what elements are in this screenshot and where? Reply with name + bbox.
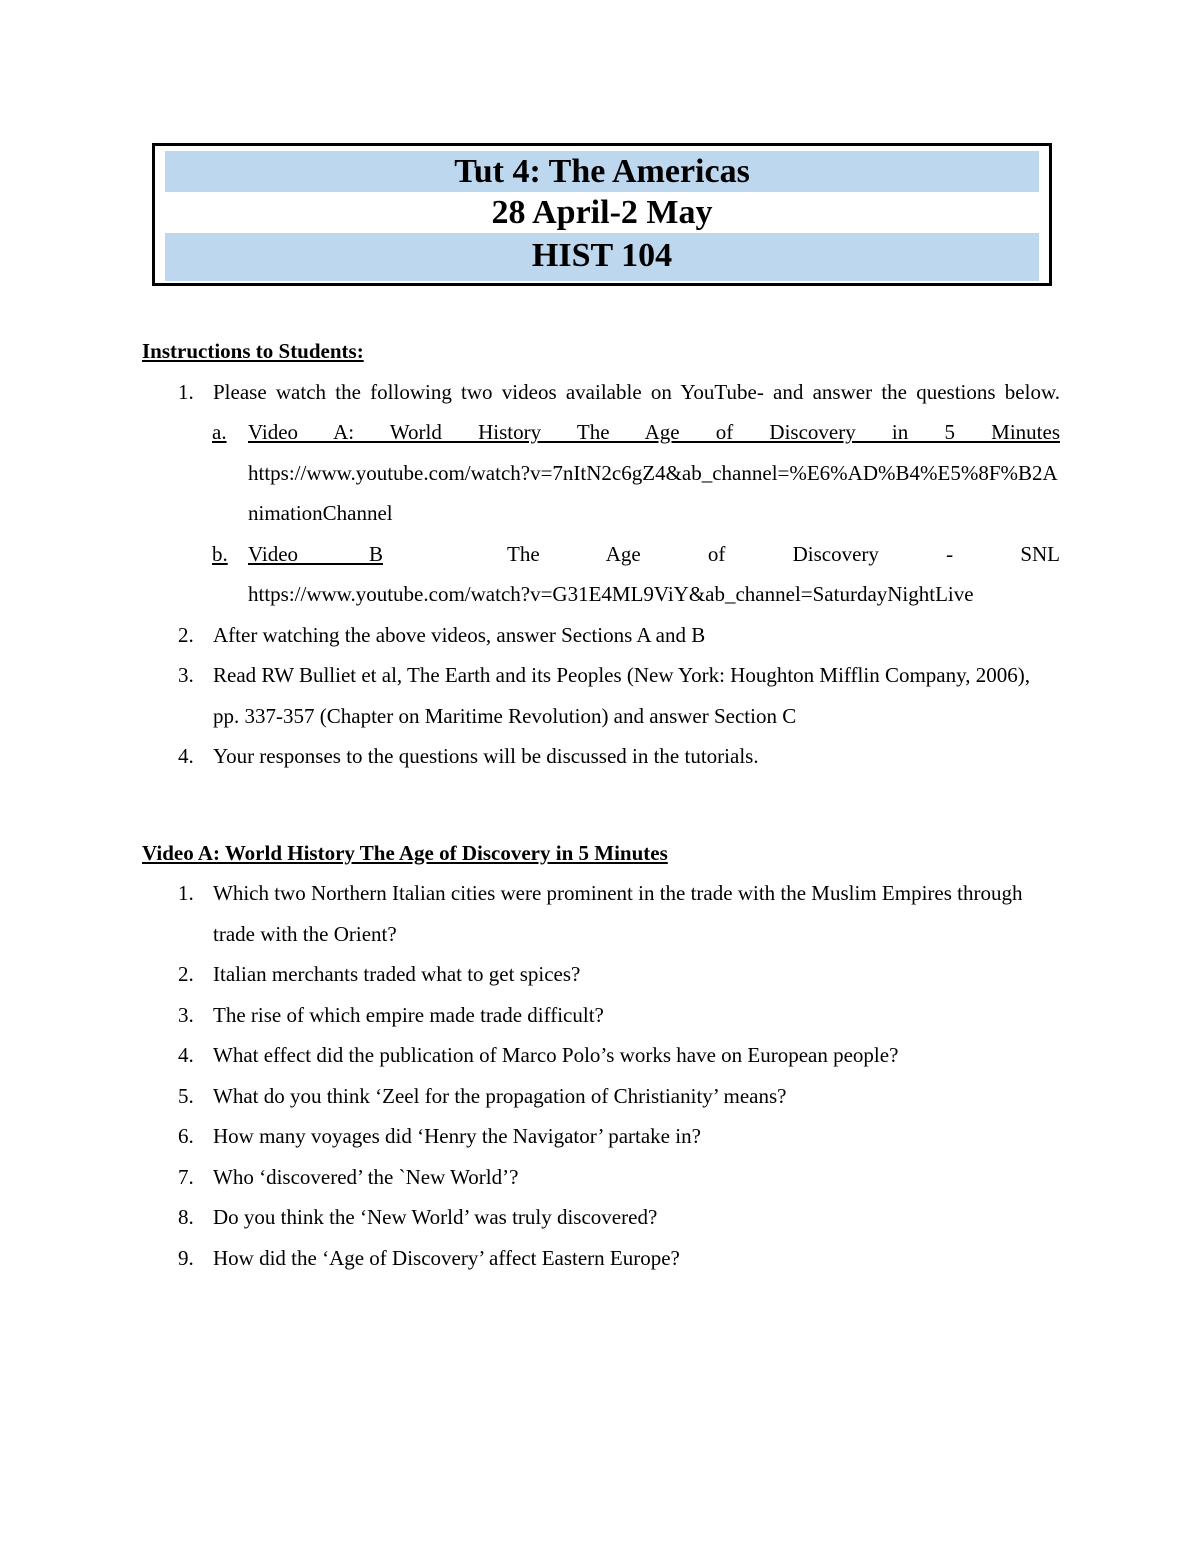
question-text: How did the ‘Age of Discovery’ affect Eastern Europe? xyxy=(213,1245,680,1270)
question-number: 8. xyxy=(178,1205,194,1229)
question-item xyxy=(142,1197,1060,1238)
question-number: 2. xyxy=(178,962,194,986)
instructions-list-continued xyxy=(142,615,1060,777)
list-number: 1. xyxy=(178,379,194,404)
question-item xyxy=(142,873,1060,954)
question-item xyxy=(142,995,1060,1036)
question-number: 5. xyxy=(178,1083,194,1108)
video-a-section-heading: Video A: World History The Age of Discovery in 5 Minutes xyxy=(142,840,668,865)
list-number: 3. xyxy=(178,663,194,687)
question-text: The rise of which empire made trade difficult? xyxy=(213,1002,604,1027)
video-a-link-item xyxy=(142,412,1060,534)
video-b-title-line xyxy=(248,534,1060,575)
section-spacer xyxy=(142,777,1060,833)
question-text: Which two Northern Italian cities were prominent in the trade with the Muslim Empires through trade with the Orient? xyxy=(213,881,1023,946)
question-item xyxy=(142,954,1060,995)
instruction-text: Your responses to the questions will be discussed in the tutorials. xyxy=(213,744,759,768)
question-number: 9. xyxy=(178,1245,194,1270)
question-item xyxy=(142,1116,1060,1157)
instruction-item xyxy=(142,372,1060,413)
video-b-label: Video B xyxy=(248,541,383,566)
question-text: Who ‘discovered’ the `New World’? xyxy=(213,1164,519,1189)
video-b-title: The Age of Discovery - SNL xyxy=(507,541,1060,566)
instruction-item xyxy=(142,655,1060,736)
list-number: 2. xyxy=(178,622,194,647)
instructions-heading: Instructions to Students: xyxy=(142,339,364,363)
course-code: HIST 104 xyxy=(165,233,1039,281)
list-letter: b. xyxy=(212,541,228,566)
question-item xyxy=(142,1238,1060,1279)
title-box xyxy=(152,143,1052,286)
tutorial-dates: 28 April-2 May xyxy=(165,192,1039,233)
question-text: Italian merchants traded what to get spices? xyxy=(213,962,581,986)
video-b-url[interactable]: https://www.youtube.com/watch?v=G31E4ML9ViY&ab_channel=SaturdayNightLive xyxy=(248,582,974,606)
instructions-list xyxy=(142,372,1060,413)
question-item xyxy=(142,1157,1060,1198)
video-b-link-item xyxy=(142,534,1060,615)
question-number: 6. xyxy=(178,1124,194,1148)
instruction-item xyxy=(142,615,1060,656)
question-text: What effect did the publication of Marco Polo’s works have on European people? xyxy=(213,1043,899,1067)
question-item xyxy=(142,1076,1060,1117)
list-letter: a. xyxy=(212,420,227,444)
question-text: How many voyages did ‘Henry the Navigator’ partake in? xyxy=(213,1124,701,1148)
document-body xyxy=(142,331,1060,1278)
tutorial-title: Tut 4: The Americas xyxy=(165,151,1039,192)
instruction-text: After watching the above videos, answer Sections A and B xyxy=(213,622,706,647)
question-number: 4. xyxy=(178,1043,194,1067)
video-a-questions xyxy=(142,873,1060,1278)
instruction-text: Please watch the following two videos available on YouTube- and answer the questions below. xyxy=(213,379,1060,404)
question-number: 3. xyxy=(178,1002,194,1027)
question-number: 1. xyxy=(178,881,194,905)
video-a-url[interactable]: https://www.youtube.com/watch?v=7nItN2c6gZ4&ab_channel=%E6%AD%B4%E5%8F%B2AnimationChannel xyxy=(248,460,1058,525)
question-text: What do you think ‘Zeel for the propagation of Christianity’ means? xyxy=(213,1083,787,1108)
video-a-title: Video A: World History The Age of Discovery in 5 Minutes xyxy=(248,420,1060,444)
list-number: 4. xyxy=(178,744,194,768)
question-item xyxy=(142,1035,1060,1076)
instruction-item xyxy=(142,736,1060,777)
instruction-text: Read RW Bulliet et al, The Earth and its Peoples (New York: Houghton Mifflin Company, 2006), pp. 337-357 (Chapter on Maritime Revolution) and answer Section C xyxy=(213,663,1030,728)
question-number: 7. xyxy=(178,1164,194,1189)
question-text: Do you think the ‘New World’ was truly discovered? xyxy=(213,1205,658,1229)
